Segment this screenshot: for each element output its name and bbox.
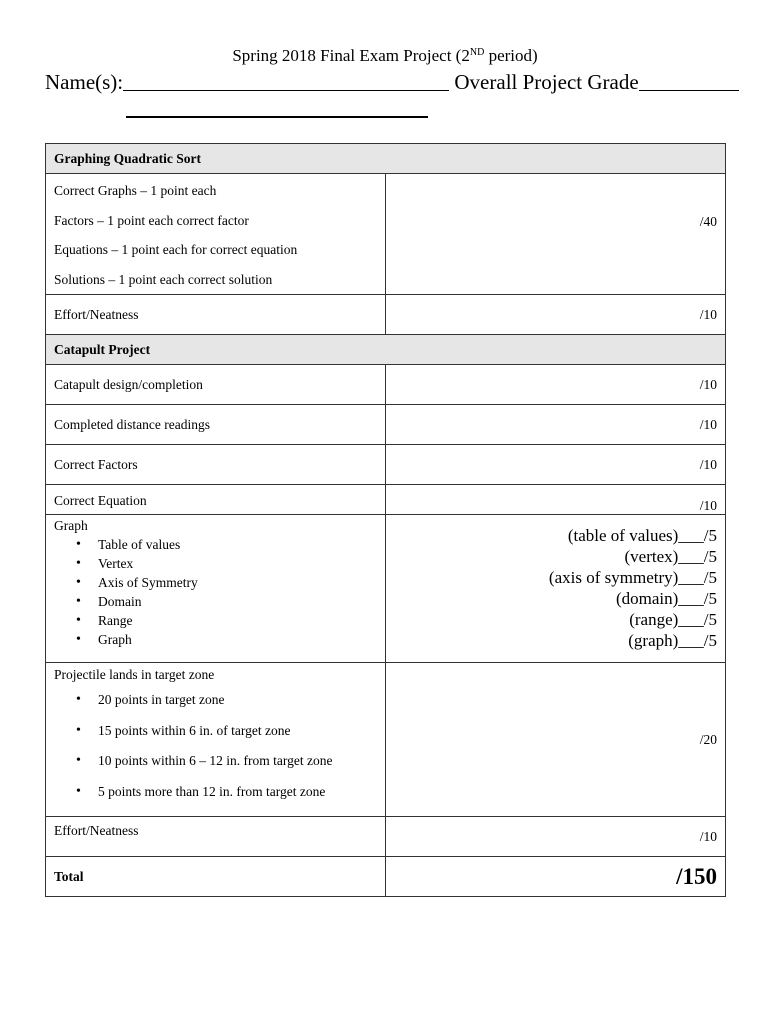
row-label: Effort/Neatness [46,817,386,857]
name-grade-line [45,68,735,95]
graph-score-line: (range)___/5 [629,610,718,629]
name-blank-second-line[interactable] [126,116,428,118]
graph-score-line: (graph)___/5 [628,631,718,650]
row-score: /10 [386,485,726,515]
graphing-criteria-cell [46,174,386,295]
projectile-items-list [54,685,377,807]
graphing-criteria-score: /40 [386,174,726,295]
list-item: • Axis of Symmetry [98,573,377,592]
table-row [46,857,726,897]
overall-grade-blank[interactable] [639,70,739,91]
table-row [46,405,726,445]
graph-score-line: (domain)___/5 [615,589,718,608]
row-score: /10 [386,445,726,485]
table-row [46,817,726,857]
list-item: • 15 points within 6 in. of target zone [98,716,377,747]
criterion-item: Factors – 1 point each correct factor [54,212,249,228]
graph-items-list [54,535,377,649]
table-row [46,663,726,817]
row-label: Catapult design/completion [46,365,386,405]
list-item: • Range [98,611,377,630]
section-header-row [46,144,726,174]
graph-score-line: (vertex)___/5 [624,547,718,566]
table-row [46,365,726,405]
section-heading-catapult: Catapult Project [46,335,726,365]
projectile-label: Projectile lands in target zone [54,667,215,682]
table-row [46,485,726,515]
table-row [46,515,726,663]
graph-score-line: (axis of symmetry)___/5 [548,568,718,587]
graph-score-line: (table of values)___/5 [567,526,718,545]
row-score: /10 [386,405,726,445]
list-item: • Domain [98,592,377,611]
row-label: Correct Factors [46,445,386,485]
list-item: • 20 points in target zone [98,685,377,716]
row-score: /10 [386,295,726,335]
list-item: • Graph [98,630,377,649]
list-item: • 5 points more than 12 in. from target zone [98,777,377,808]
criterion-item: Correct Graphs – 1 point each [54,183,217,198]
name-blank[interactable] [123,70,449,91]
overall-grade-label: Overall Project Grade [449,70,639,94]
graph-scores-cell [386,515,726,663]
criterion-item: Solutions – 1 point each correct solution [54,271,273,287]
total-score: /150 [386,857,726,897]
row-label: Effort/Neatness [46,295,386,335]
projectile-criteria-cell [46,663,386,817]
rubric-table [45,143,726,897]
row-score: /10 [386,365,726,405]
list-item: • 10 points within 6 – 12 in. from target zone [98,746,377,777]
section-header-row [46,335,726,365]
graph-label: Graph [54,518,88,533]
row-label: Correct Equation [46,485,386,515]
criterion-item: Equations – 1 point each for correct equation [54,242,298,257]
row-label: Completed distance readings [46,405,386,445]
list-item: • Vertex [98,554,377,573]
table-row [46,174,726,295]
list-item: • Table of values [98,535,377,554]
table-row [46,445,726,485]
title-superscript: ND [469,47,485,58]
document-title: Spring 2018 Final Exam Project (2ND period) [232,46,538,65]
graph-criteria-cell [46,515,386,663]
total-label: Total [46,857,386,897]
table-row [46,295,726,335]
name-label: Name(s): [45,70,124,94]
row-score: /10 [386,817,726,857]
section-heading-graphing: Graphing Quadratic Sort [46,144,726,174]
projectile-score: /20 [386,663,726,817]
